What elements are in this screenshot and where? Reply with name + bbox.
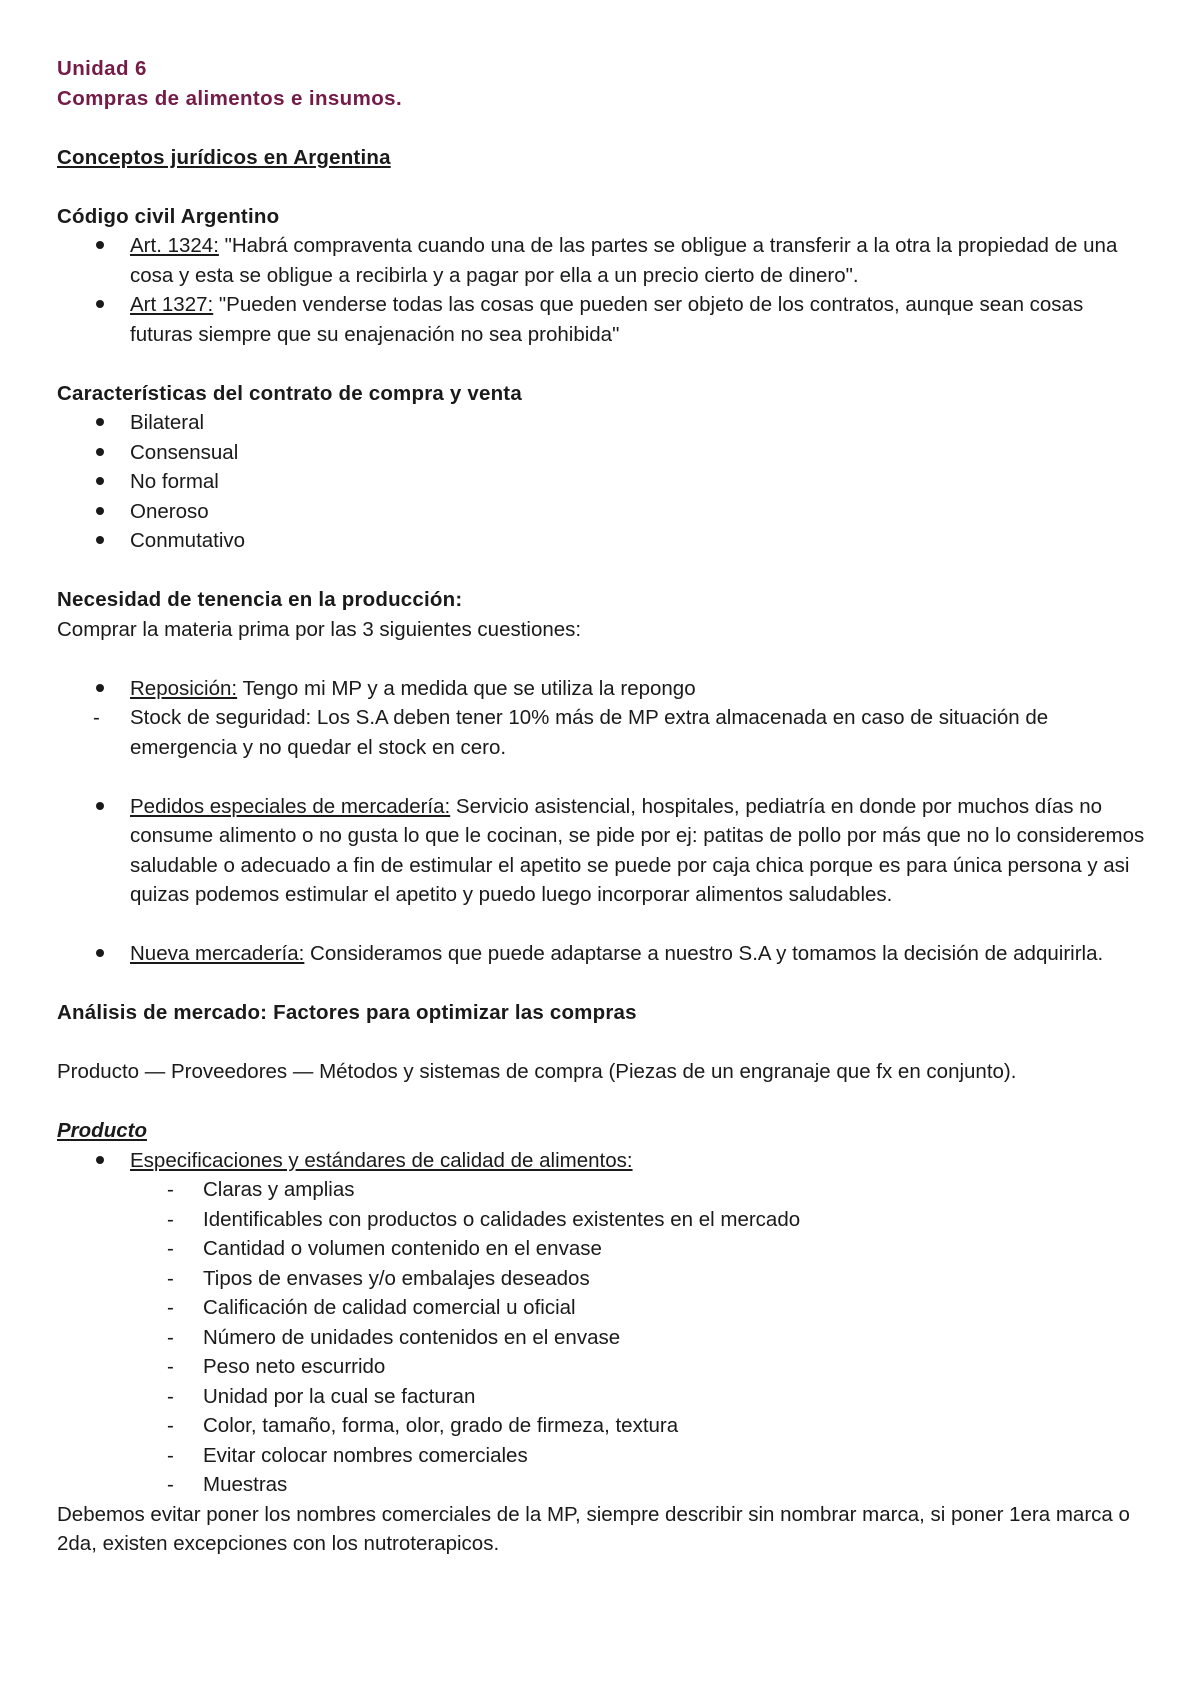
contract-heading: Características del contrato de compra y venta [57,381,522,405]
spec-subitem-label: Claras y amplias [203,1178,355,1201]
bullet-icon [96,939,104,969]
dash-marker: - [167,1178,174,1201]
nueva-item [57,939,1147,969]
dash-marker: - [167,1296,174,1319]
bullet-icon [96,467,104,497]
contract-item [57,497,1147,527]
dash-marker: - [167,1237,174,1260]
spec-subitem-label: Cantidad o volumen contenido en el envase [203,1237,602,1260]
spec-subitem [57,1175,1147,1205]
pedidos-label: Pedidos especiales de mercadería: [130,794,451,818]
contract-item [57,467,1147,497]
spec-subitem [57,1470,1147,1500]
dash-marker: - [167,1414,174,1437]
spec-subitem-label: Muestras [203,1473,288,1496]
bullet-icon [96,674,104,704]
nueva-text: Consideramos que puede adaptarse a nuestro S.A y tomamos la decisión de adquirirla. [304,942,1104,965]
dash-marker: - [167,1384,174,1408]
spacer [57,556,1147,586]
spacer [57,1028,1147,1058]
reposicion-item [57,674,1147,704]
spacer [57,910,1147,940]
spec-subitem [57,1293,1147,1323]
spec-subitem-label: Color, tamaño, forma, olor, grado de firmeza, textura [203,1414,679,1437]
article-ref: Art 1327: [130,293,214,316]
dash-marker: - [93,706,100,729]
bullet-icon [96,290,104,320]
stock-text: Stock de seguridad: Los S.A deben tener 10% más de MP extra almacenada en caso de situación de emergencia y no quedar el stock en cero. [130,706,1049,759]
dash-marker: - [167,1355,174,1378]
contract-item-label: Conmutativo [130,529,246,552]
contract-item-label: Oneroso [130,499,209,523]
unit-title: Unidad 6 [57,57,147,80]
spec-subitem-label: Calificación de calidad comercial u oficial [203,1296,576,1319]
spec-sublist [57,1175,1147,1500]
article-item [57,290,1147,349]
unit-subtitle: Compras de alimentos e insumos. [57,86,403,110]
document-page [57,54,1147,1559]
spec-subitem-label: Tipos de envases y/o embalajes deseados [203,1266,590,1290]
article-item [57,231,1147,290]
dash-marker: - [167,1443,174,1467]
spec-subitem [57,1352,1147,1382]
pedidos-item [57,792,1147,910]
tenencia-intro: Comprar la materia prima por las 3 siguientes cuestiones: [57,617,582,641]
spec-subitem [57,1411,1147,1441]
spec-subitem [57,1323,1147,1353]
contract-item-label: Consensual [130,440,239,464]
spec-subitem-label: Número de unidades contenidos en el envase [203,1325,621,1349]
contract-item-label: No formal [130,470,219,493]
reposicion-label: Reposición: [130,676,238,700]
pedidos-text: Servicio asistencial, hospitales, pediatría en donde por muchos días no consume alimento o no gusta lo que le cocinan, se pide por ej: patitas de pollo por más que no lo consideremos saludable o adecuado a fin de estimular el apetito se puede por caja chica porque es para única persona y asi quizas podemos estimular el apetito y puedo luego incorporar alimentos saludables. [130,794,1145,906]
producto-note: Debemos evitar poner los nombres comerciales de la MP, siempre describir sin nombrar marca, si poner 1era marca o 2da, existen excepciones con los nutroterapicos. [57,1502,1130,1555]
spacer [57,172,1147,202]
contract-item [57,408,1147,438]
spec-subitem-label: Unidad por la cual se facturan [203,1384,476,1408]
contract-item [57,438,1147,468]
spacer [57,113,1147,143]
nueva-label: Nueva mercadería: [130,942,305,965]
dash-marker: - [167,1207,174,1231]
spacer [57,349,1147,379]
civil-code-heading: Código civil Argentino [57,204,280,228]
dash-marker: - [167,1266,174,1290]
spacer [57,762,1147,792]
contract-item [57,526,1147,556]
tenencia-heading: Necesidad de tenencia en la producción: [57,588,463,611]
spec-subitem-label: Evitar colocar nombres comerciales [203,1443,528,1467]
bullet-icon [96,1146,104,1176]
spec-subitem [57,1205,1147,1235]
section-legal-heading: Conceptos jurídicos en Argentina [57,145,391,169]
spec-subitem [57,1441,1147,1471]
spec-item [57,1146,1147,1176]
dash-marker: - [167,1325,174,1349]
spec-subitem [57,1264,1147,1294]
mercado-text: Producto — Proveedores — Métodos y sistemas de compra (Piezas de un engranaje que fx en conjunto). [57,1060,1017,1083]
spacer [57,644,1147,674]
spec-subitem [57,1382,1147,1412]
article-text: "Habrá compraventa cuando una de las partes se obligue a transferir a la otra la propiedad de una cosa y esta se obligue a recibirla y a pagar por ella a un precio cierto de dinero". [130,234,1118,287]
spec-subitem-label: Peso neto escurrido [203,1355,386,1378]
spacer [57,1087,1147,1117]
spec-subitem-label: Identificables con productos o calidades existentes en el mercado [203,1207,801,1231]
bullet-icon [96,231,104,261]
bullet-icon [96,408,104,438]
spec-subitem [57,1234,1147,1264]
bullet-icon [96,438,104,468]
spacer [57,969,1147,999]
bullet-icon [96,792,104,822]
article-text: "Pueden venderse todas las cosas que pueden ser objeto de los contratos, aunque sean cosas futuras siempre que su enajenación no sea prohibida" [130,293,1084,346]
article-ref: Art. 1324: [130,234,219,257]
dash-marker: - [167,1473,174,1496]
bullet-icon [96,526,104,556]
producto-heading: Producto [57,1119,147,1142]
stock-item [57,703,1147,762]
bullet-icon [96,497,104,527]
contract-item-label: Bilateral [130,411,205,434]
mercado-heading: Análisis de mercado: Factores para optimizar las compras [57,1001,637,1024]
spec-label: Especificaciones y estándares de calidad de alimentos: [130,1148,633,1172]
reposicion-text: Tengo mi MP y a medida que se utiliza la repongo [237,676,696,700]
